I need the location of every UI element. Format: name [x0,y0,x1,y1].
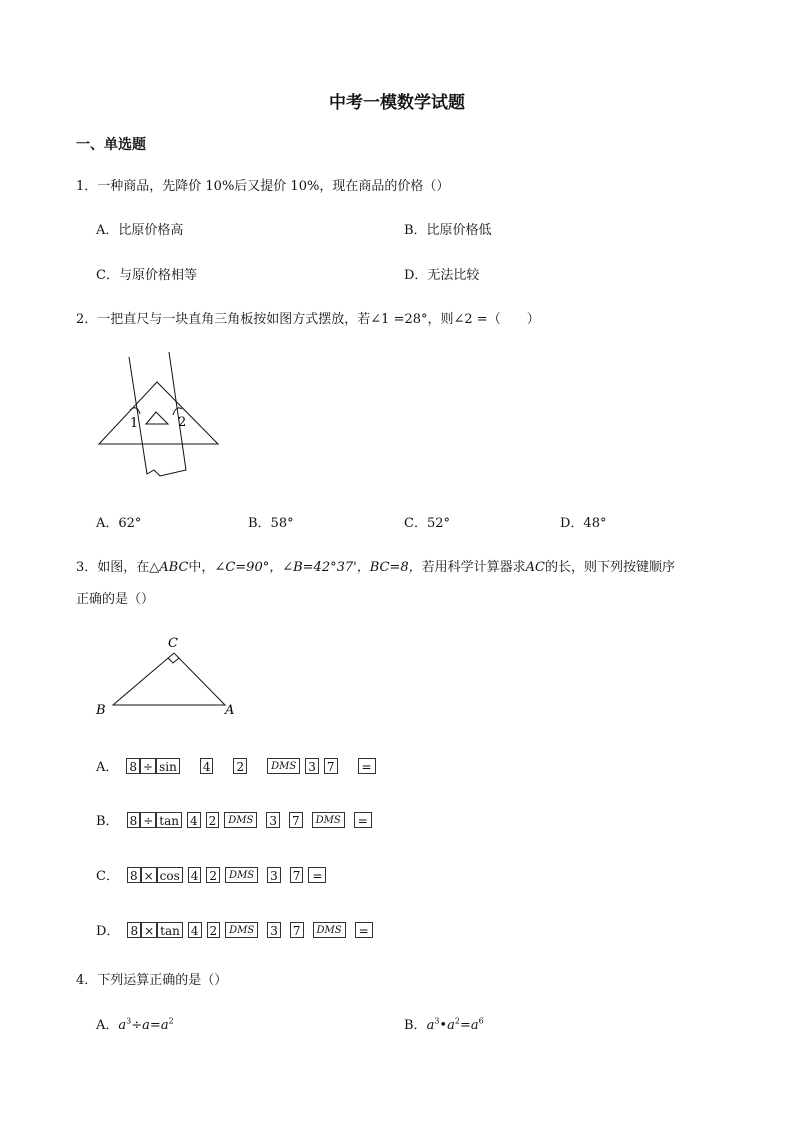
question-3-stem-line2: 正确的是（） [76,592,155,607]
key-3: 3 [267,867,281,883]
q1-option-b[interactable]: B．比原价格低 [404,223,492,238]
vertex-a-label: A [225,703,235,718]
key-4: 4 [200,758,214,774]
vertex-b-label: B [96,703,106,718]
key-cos: cos [157,867,183,883]
key-tan: tan [157,922,183,938]
section-heading: 一、单选题 [76,137,146,153]
q3-option-d[interactable]: D． 8 × tan 4 2 DMS 3 7 DMS = [96,920,373,939]
key-dms: DMS [267,758,300,774]
key-dms: DMS [225,922,258,938]
key-7: 7 [290,922,304,938]
key-7: 7 [290,867,304,883]
right-triangle-figure [92,632,242,722]
q3-option-b[interactable]: B． 8 ÷ tan 4 2 DMS 3 7 DMS = [96,810,372,829]
q4-option-b[interactable]: B．$a^3•a^2=a^6$ [404,1016,484,1033]
key-8: 8 [127,867,141,883]
key-dms: DMS [225,867,258,883]
key-7: 7 [324,758,338,774]
key-dms: DMS [224,812,257,828]
key-8: 8 [127,812,141,828]
question-4-stem: 4．下列运算正确的是（） [76,973,228,988]
angle-2-label: 2 [178,415,187,430]
q1-option-a[interactable]: A．比原价格高 [96,223,184,238]
key-divide: ÷ [140,812,156,828]
question-3-stem: 3．如图，在△ABC中，∠C=90°，∠B=42°37'，BC=8，若用科学计算器求AC的长，则下列按键顺序 [76,560,675,575]
key-4: 4 [187,812,201,828]
key-equals: = [308,867,326,883]
key-dms-2: DMS [312,812,345,828]
key-3: 3 [267,922,281,938]
q1-option-d[interactable]: D．无法比较 [404,268,480,283]
question-1-stem: 1．一种商品，先降价 10%后又提价 10%，现在商品的价格（） [76,179,450,194]
q2-option-c[interactable]: C．52° [404,516,450,531]
key-2: 2 [207,922,221,938]
key-4: 4 [188,867,202,883]
q2-option-b[interactable]: B．58° [248,516,294,531]
question-2-stem: 2．一把直尺与一块直角三角板按如图方式摆放，若∠1 =28°，则∠2 =（ ） [76,312,540,327]
key-divide: ÷ [140,758,156,774]
q2-option-a[interactable]: A．62° [96,516,142,531]
key-equals: = [355,922,373,938]
key-multiply: × [141,867,157,883]
key-2: 2 [233,758,247,774]
q1-option-c[interactable]: C．与原价格相等 [96,268,197,283]
key-tan: tan [156,812,182,828]
key-multiply: × [141,922,157,938]
q2-option-d[interactable]: D．48° [560,516,607,531]
key-dms-2: DMS [313,922,346,938]
key-3: 3 [305,758,319,774]
page-title: 中考一模数学试题 [329,93,465,113]
q3-option-c[interactable]: C． 8 × cos 4 2 DMS 3 7 = [96,865,326,884]
key-7: 7 [289,812,303,828]
vertex-c-label: C [168,636,178,651]
angle-1-label: 1 [130,416,139,431]
key-equals: = [358,758,376,774]
q3-option-a[interactable]: A． 8 ÷ sin 4 2 DMS 3 7 = [96,756,376,775]
key-8: 8 [127,922,141,938]
key-sin: sin [156,758,180,774]
key-3: 3 [266,812,280,828]
q4-option-a[interactable]: A．$a^3\div a=a^2$ [96,1016,174,1033]
key-equals: = [354,812,372,828]
key-8: 8 [126,758,140,774]
key-2: 2 [206,812,220,828]
key-2: 2 [206,867,220,883]
key-4: 4 [188,922,202,938]
ruler-triangle-figure [96,352,222,480]
